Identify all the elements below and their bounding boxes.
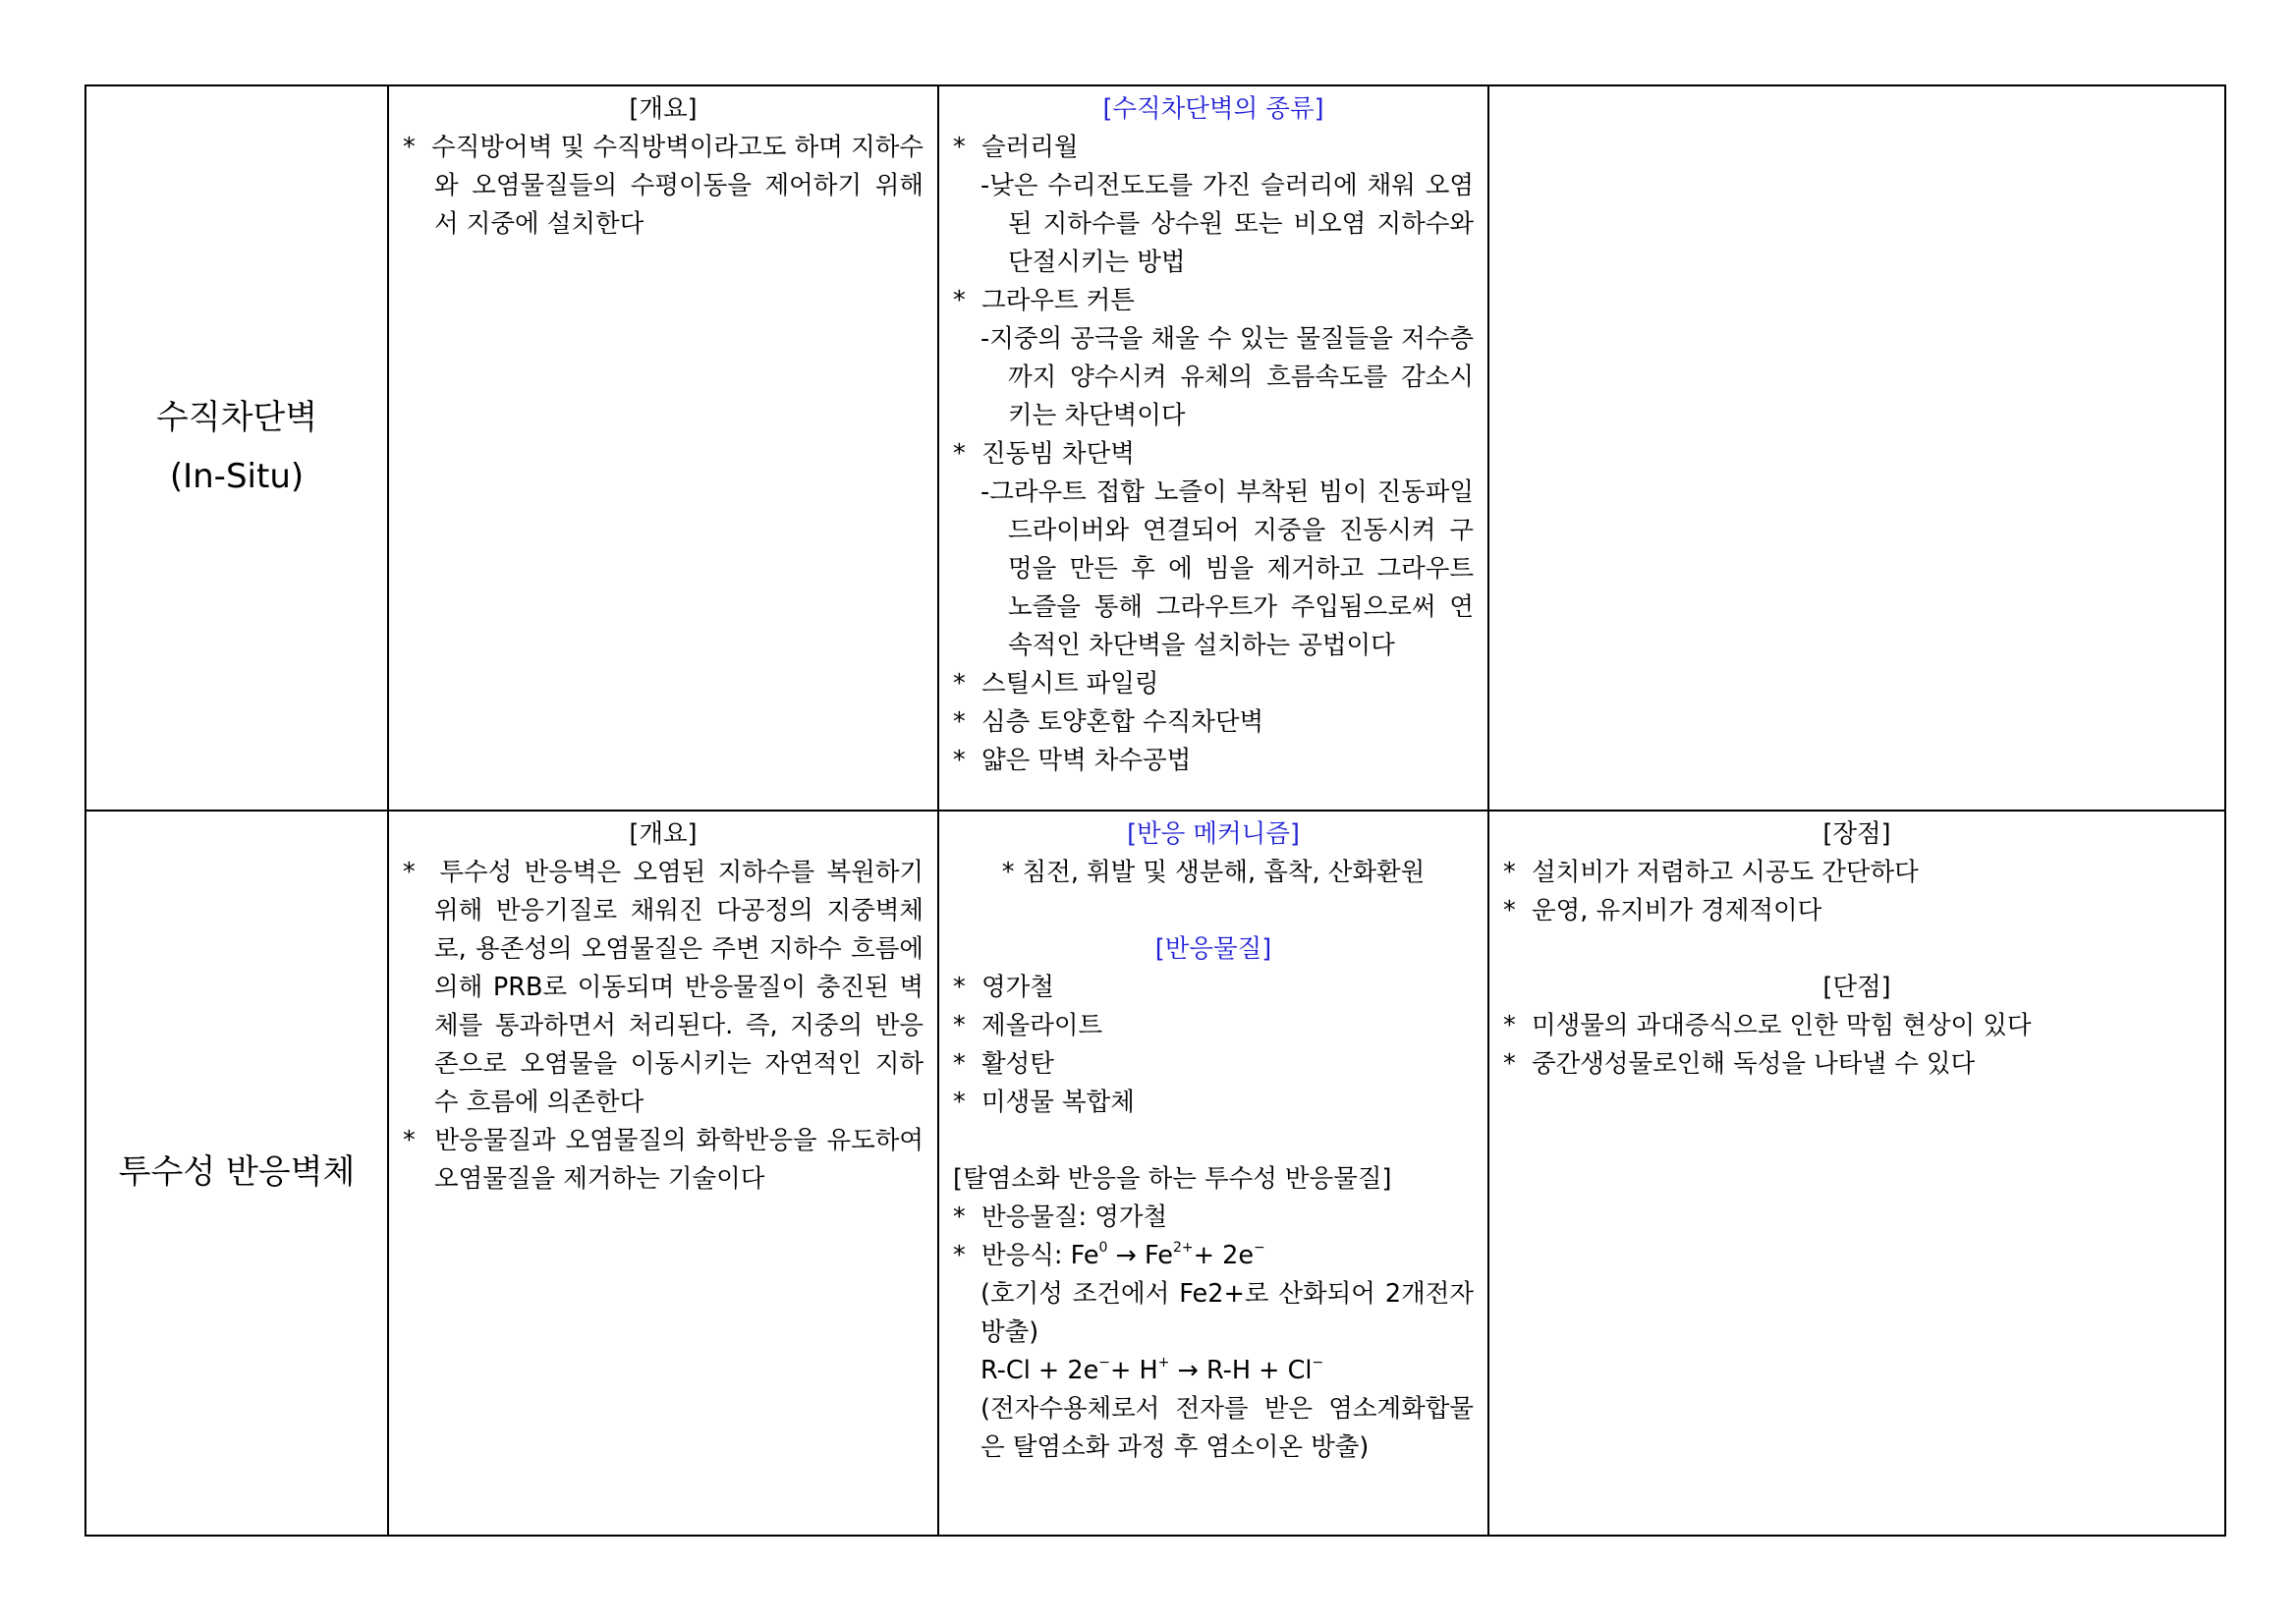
method-name: 수직차단벽 xyxy=(155,398,318,437)
list-item: * 설치비가 저렴하고 시공도 간단하다 xyxy=(1503,858,1919,887)
list-item: * 얇은 막벽 차수공법 xyxy=(953,746,1192,775)
mechanism-cell xyxy=(938,811,1488,1536)
list-item: * 심층 토양혼합 수직차단벽 xyxy=(953,707,1264,737)
materials-header: [반응물질] xyxy=(1154,934,1272,964)
list-item: * 제올라이트 xyxy=(953,1011,1103,1040)
types-header: [수직차단벽의 종류] xyxy=(1102,94,1324,124)
list-item-desc: -지중의 공극을 채울 수 있는 물질들을 저수층까지 양수시켜 유체의 흐름속도를 감소시키는 차단벽이다 xyxy=(980,324,1474,430)
list-item-desc: -낮은 수리전도도를 가진 슬러리에 채워 오염된 지하수를 상수원 또는 비오염 지하수와 단절시키는 방법 xyxy=(980,171,1474,277)
list-item: * 투수성 반응벽은 오염된 지하수를 복원하기 위해 반응기질로 채워진 다공정의 지중벽체로, 용존성의 오염물질은 주변 지하수 흐름에 의해 PRB로 이동되며 반응물질이 충진된 벽체를 통과하면서 처리된다. 즉, 지중의 반응존으로 오염물을 이동시키는 자연적인 지하수 흐름에 의존한다 xyxy=(403,858,924,1117)
list-item: * 운영, 유지비가 경제적이다 xyxy=(1503,896,1822,925)
table-row xyxy=(85,811,2225,1536)
mechanism-header: [반응 메커니즘] xyxy=(1127,819,1300,849)
list-item: * 중간생성물로인해 독성을 나타낼 수 있다 xyxy=(1503,1049,1976,1079)
list-item: * 스틸시트 파일링 xyxy=(953,669,1159,699)
method-subtitle: (In-Situ) xyxy=(169,457,305,496)
table-row xyxy=(85,85,2225,811)
list-item: * 반응물질: 영가철 xyxy=(953,1203,1168,1232)
list-item: * 영가철 xyxy=(953,973,1054,1002)
overview-cell xyxy=(388,811,938,1536)
pros-header: [장점] xyxy=(1822,819,1891,849)
method-name-cell xyxy=(85,85,388,811)
cons-header: [단점] xyxy=(1822,973,1891,1002)
empty-cell xyxy=(1488,85,2225,811)
list-item: * 반응물질과 오염물질의 화학반응을 유도하여 오염물질을 제거하는 기술이다 xyxy=(403,1126,924,1194)
reaction-note: (전자수용체로서 전자를 받은 염소계화합물은 탈염소화 과정 후 염소이온 방출) xyxy=(980,1394,1474,1462)
overview-header: [개요] xyxy=(629,94,698,124)
overview-cell xyxy=(388,85,938,811)
list-item: * 미생물 복합체 xyxy=(953,1088,1135,1117)
list-item: * 그라우트 커튼 xyxy=(953,286,1135,315)
method-name: 투수성 반응벽체 xyxy=(118,1152,356,1192)
reaction-equation: * 반응식: $Fe^0 \to Fe^{2+}+ 2e^-$ xyxy=(953,1240,1265,1270)
list-item: * 수직방어벽 및 수직방벽이라고도 하며 지하수와 오염물질들의 수평이동을 제어하기 위해서 지중에 설치한다 xyxy=(403,133,924,239)
list-item: * 미생물의 과대증식으로 인한 막힘 현상이 있다 xyxy=(1503,1011,2032,1040)
list-item: * 슬러리월 xyxy=(953,133,1079,162)
overview-header: [개요] xyxy=(629,819,698,849)
list-item-desc: -그라우트 접합 노즐이 부착된 빔이 진동파일 드라이버와 연결되어 지중을 진동시켜 구멍을 만든 후 에 빔을 제거하고 그라우트 노즐을 통해 그라우트가 주입됨으로써 연속적인 차단벽을 설치하는 공법이다 xyxy=(980,477,1474,660)
list-item: * 진동빔 차단벽 xyxy=(953,439,1135,469)
document-page xyxy=(84,84,2224,1537)
types-cell xyxy=(938,85,1488,811)
method-name-cell xyxy=(85,811,388,1536)
list-item: * 활성탄 xyxy=(953,1049,1054,1079)
reaction-note: (호기성 조건에서 Fe2+로 산화되어 2개전자 방출) xyxy=(980,1279,1474,1347)
pros-cons-cell xyxy=(1488,811,2225,1536)
mechanism-text: * 침전, 휘발 및 생분해, 흡착, 산화환원 xyxy=(1001,858,1426,887)
comparison-table xyxy=(84,84,2226,1537)
dechlorination-header: [탈염소화 반응을 하는 투수성 반응물질] xyxy=(953,1164,1392,1194)
reaction-equation-2: R-Cl + 2e−+ H+ → R-H + Cl− xyxy=(980,1355,1324,1385)
